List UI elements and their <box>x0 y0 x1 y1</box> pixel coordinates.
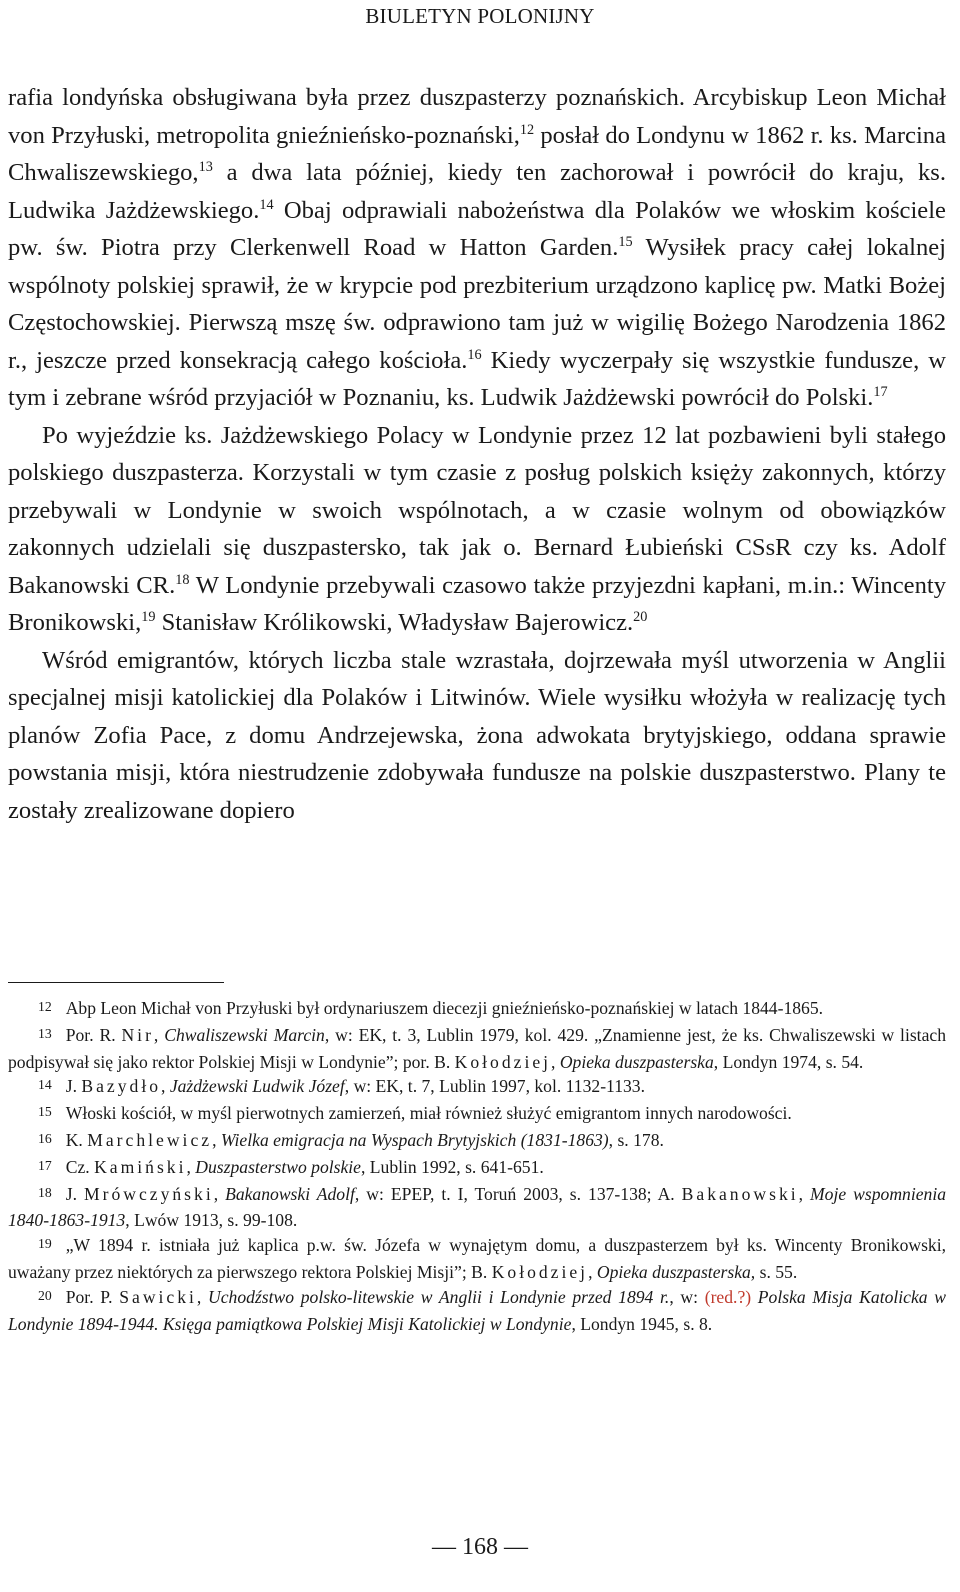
footnote-number: 14 <box>38 1077 52 1093</box>
footnote-18: 18 J. Mrówczyński, Bakanowski Adolf, w: EPEP, t. I, Toruń 2003, s. 137-138; A. Bakanowski, Moje wspomnienia 1840-1863-1913, Lwów 1913, s. 99-108. <box>8 1183 946 1231</box>
main-text <box>8 79 946 829</box>
running-header: BIULETYN POLONIJNY <box>365 4 595 28</box>
work-title: Uchodźstwo polsko-litewskie w Anglii i Londynie przed 1894 r. <box>208 1286 670 1307</box>
work-title: Polska Misja Katolicka w Londynie 1894-1944. Księga pamiątkowa Polskiej Misji Katolickiej w Londynie <box>8 1286 946 1334</box>
footnote-ref-15[interactable]: 15 <box>618 233 633 250</box>
footnote-number: 20 <box>38 1287 52 1303</box>
footnote-ref-16[interactable]: 16 <box>467 346 482 363</box>
work-title: Duszpasterstwo polskie <box>195 1156 361 1177</box>
footnote-12: 12 Abp Leon Michał von Przyłuski był ordynariuszem diecezji gnieźnieńsko-poznańskiej w latach 1844-1865. <box>38 998 824 1018</box>
page-number: — 168 — <box>432 1534 528 1560</box>
author-name: Nir <box>121 1024 154 1045</box>
footnote-13: 13 Por. R. Nir, Chwaliszewski Marcin, w: EK, t. 3, Lublin 1979, kol. 429. „Znamienne jest, że ks. Chwaliszewski w listach podpisywał się jako rektor Polskiej Misji w Londynie”; por. B. Kołodziej, Opieka duszpasterska, Londyn 1974, s. 54. <box>8 1024 946 1072</box>
author-name: Kamiński <box>94 1156 187 1177</box>
work-title: Bakanowski Adolf <box>225 1183 355 1204</box>
author-name: Marchlewicz <box>87 1129 213 1150</box>
footnote-ref-18[interactable]: 18 <box>175 571 190 588</box>
author-name: Kołodziej <box>454 1051 552 1072</box>
footnote-number: 16 <box>38 1130 52 1146</box>
author-name: Kołodziej <box>491 1261 589 1282</box>
footnote-19: 19 „W 1894 r. istniała już kaplica p.w. św. Józefa w wynajętym domu, a duszpasterzem był ks. Wincenty Bronikowski, uważany przez niektórych za pierwszego rektora Polskiej Misji”; B. Kołodziej, Opieka duszpasterska, s. 55. <box>8 1235 946 1282</box>
footnote-number: 15 <box>38 1104 52 1120</box>
author-name: Mrówczyński <box>83 1183 214 1204</box>
footnote-divider <box>8 982 224 983</box>
footnote-number: 18 <box>38 1184 52 1200</box>
work-title: Opieka duszpasterska <box>559 1051 714 1072</box>
paragraph-1: rafia londyńska obsługiwana była przez duszpasterzy poznańskich. Arcybiskup Leon Michał von Przyłuski, metropolita gnieźnieńsko-poznański,$^{12}$ posłał do Londynu w 1862 r. ks. Marcina Chwaliszewskiego,$^{13}$ a dwa lata później, kiedy ten zachorował i powrócił do kraju, ks. Ludwika Jażdżewskiego.$^{14}$ Obaj odprawiali nabożeństwa dla Polaków we włoskim kościele pw. św. Piotra przy Clerkenwell Road w Hatton Garden.$^{15}$ Wysiłek pracy całej lokalnej wspólnoty polskiej sprawił, że w krypcie pod prezbiterium urządzono kaplicę pw. Matki Bożej Częstochowskiej. Pierwszą mszę św. odprawiono tam już w wigilię Bożego Narodzenia 1862 r., jeszcze przed konsekracją całego kościoła.$^{16}$ Kiedy wyczerpały się wszystkie fundusze, w tym i zebrane wśród przyjaciół w Poznaniu, ks. Ludwik Jażdżewski powrócił do Polski.$^{17}$ <box>8 84 947 411</box>
footnote-20: 20 Por. P. Sawicki, Uchodźstwo polsko-litewskie w Anglii i Londynie przed 1894 r., w: (red.?) Polska Misja Katolicka w Londynie 1894-1944. Księga pamiątkowa Polskiej Misji Katolickiej w Londynie, Londyn 1945, s. 8. <box>8 1286 946 1334</box>
footnotes <box>8 996 946 1336</box>
author-name: Bakanowski <box>681 1183 799 1204</box>
footnote-ref-17[interactable]: 17 <box>873 383 888 400</box>
work-title: Opieka duszpasterska, <box>596 1261 756 1282</box>
work-title: Moje wspomnienia 1840-1863-1913 <box>8 1183 946 1231</box>
paragraph-3: Wśród emigrantów, których liczba stale wzrastała, dojrzewała myśl utworzenia w Anglii specjalnej misji katolickiej dla Polaków i Litwinów. Wiele wysiłku włożyła w realizację tych planów Zofia Pace, z domu Andrzejewska, żona adwokata brytyjskiego, oddana sprawie powstania misji, która niestrudzenie zdobywała fundusze na polskie duszpasterstwo. Plany te zostały zrealizowane dopiero <box>8 646 946 824</box>
footnote-number: 12 <box>38 999 52 1014</box>
work-title: Wielka emigracja na Wyspach Brytyjskich (1831-1863) <box>220 1129 609 1150</box>
footnote-ref-14[interactable]: 14 <box>259 196 274 213</box>
author-name: Bazydło <box>81 1076 162 1097</box>
footnote-16: 16 K. Marchlewicz, Wielka emigracja na Wyspach Brytyjskich (1831-1863), s. 178. <box>38 1129 664 1150</box>
footnote-number: 13 <box>38 1025 52 1041</box>
footnote-ref-13[interactable]: 13 <box>198 158 213 175</box>
work-title: Chwaliszewski Marcin <box>164 1024 325 1045</box>
footnote-ref-12[interactable]: 12 <box>519 121 535 138</box>
footnote-15: 15 Włoski kościół, w myśl pierwotnych zamierzeń, miał również służyć emigrantom innych narodowości. <box>38 1103 792 1124</box>
author-name: Sawicki <box>119 1286 197 1307</box>
footnote-number: 19 <box>38 1236 52 1252</box>
paragraph-2: Po wyjeździe ks. Jażdżewskiego Polacy w Londynie przez 12 lat pozbawieni byli stałego polskiego duszpasterza. Korzystali w tym czasie z posług polskich księży zakonnych, którzy przebywali w Londynie w swoich wspólnotach, a w czasie wolnym od obowiązków zakonnych udzielali się duszpastersko, tak jak o. Bernard Łubieński CSsR czy ks. Adolf Bakanowski CR.$^{18}$ W Londynie przebywali czasowo także przyjezdni kapłani, m.in.: Wincenty Bronikowski,$^{19}$ Stanisław Królikowski, Władysław Bajerowicz.$^{20}$ <box>8 421 946 636</box>
footnote-ref-19[interactable]: 19 <box>141 608 156 625</box>
work-title: Jażdżewski Ludwik Józef <box>169 1076 345 1097</box>
editor-query-mark: (red.?) <box>704 1286 752 1307</box>
footnote-ref-20[interactable]: 20 <box>633 608 648 625</box>
footnote-17: 17 Cz. Kamiński, Duszpasterstwo polskie, Lublin 1992, s. 641-651. <box>38 1156 544 1177</box>
footnote-14: 14 J. Bazydło, Jażdżewski Ludwik Józef, w: EK, t. 7, Lublin 1997, kol. 1132-1133. <box>38 1076 645 1097</box>
footnote-number: 17 <box>38 1157 52 1173</box>
